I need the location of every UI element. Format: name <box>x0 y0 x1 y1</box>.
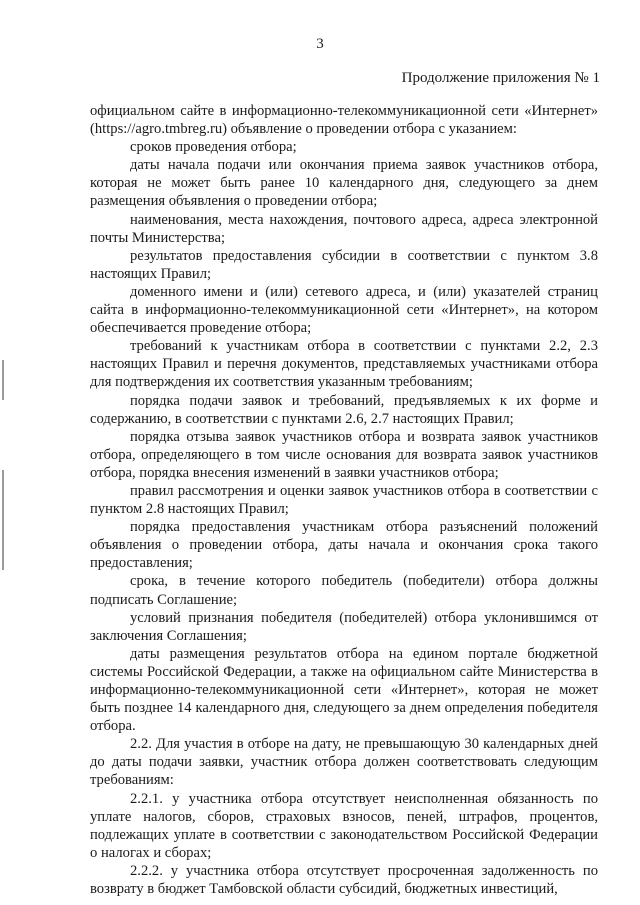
paragraph: даты начала подачи или окончания приема заявок участников отбора, которая не может быть ранее 10 календарного дня, следующего за днем размещения объявления о проведении отбора; <box>90 157 598 210</box>
paragraph: доменного имени и (или) сетевого адреса, и (или) указателей страниц сайта в информационно-телекоммуникационной сети «Интернет», на котором обеспечивается проведение отбора; <box>90 283 598 337</box>
page-number: 3 <box>316 36 324 52</box>
paragraph: сроков проведения отбора; <box>130 139 297 156</box>
paragraph: наименования, места нахождения, почтового адреса, адреса электронной почты Министерства; <box>90 211 598 246</box>
document-body <box>90 102 598 898</box>
margin-scan-mark <box>2 360 4 400</box>
appendix-header: Продолжение приложения № 1 <box>401 70 600 86</box>
paragraph: порядка подачи заявок и требований, предъявляемых к их форме и содержанию, в соответствии с пунктами 2.6, 2.7 настоящих Правил; <box>90 392 598 427</box>
paragraph: правил рассмотрения и оценки заявок участников отбора в соответствии с пунктом 2.8 настоящих Правил; <box>90 482 598 518</box>
paragraph: срока, в течение которого победитель (победители) отбора должны подписать Соглашение; <box>90 573 598 608</box>
paragraph: 2.2.1. у участника отбора отсутствует неисполненная обязанность по уплате налогов, сборов, страховых взносов, пеней, штрафов, процентов, подлежащих уплате в соответствии с законодательством Российской Федерации о налогах и сборах; <box>90 790 598 861</box>
paragraph: требований к участникам отбора в соответствии с пунктами 2.2, 2.3 настоящих Правил и перечня документов, представляемых участниками отбора для подтверждения их соответствия указанным требованиям; <box>90 338 598 391</box>
paragraph: результатов предоставления субсидии в соответствии с пунктом 3.8 настоящих Правил; <box>90 247 598 282</box>
margin-scan-mark <box>2 470 4 570</box>
paragraph: даты размещения результатов отбора на едином портале бюджетной системы Российской Федерации, а также на официальном сайте Министерства в информационно-телекоммуникационной сети «Интернет», которая не может быть позднее 14 календарного дня, следующего за днем определения победителя отбора. <box>90 645 598 735</box>
paragraph: 2.2.2. у участника отбора отсутствует просроченная задолженность по возврату в бюджет Тамбовской области субсидий, бюджетных инвестиций, <box>90 862 598 898</box>
paragraph: условий признания победителя (победителей) отбора уклонившимся от заключения Соглашения; <box>90 609 598 644</box>
paragraph: 2.2. Для участия в отборе на дату, не превышающую 30 календарных дней до даты подачи заявки, участник отбора должен соответствовать следующим требованиям: <box>90 736 598 789</box>
paragraph: порядка предоставления участникам отбора разъяснений положений объявления о проведении отбора, даты начала и окончания срока такого предоставления; <box>90 519 598 572</box>
paragraph: официальном сайте в информационно-телекоммуникационной сети «Интернет» (https://agro.tmbreg.ru) объявление о проведении отбора с указанием: <box>90 103 598 138</box>
paragraph: порядка отзыва заявок участников отбора и возврата заявок участников отбора, определяющего в том числе основания для возврата заявок участников отбора, порядка внесения изменений в заявки участников отбора; <box>90 428 598 481</box>
